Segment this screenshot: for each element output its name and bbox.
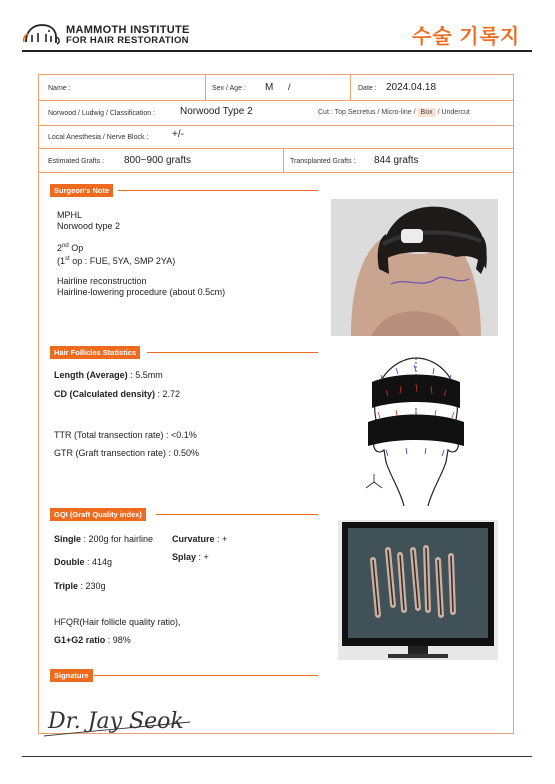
- cut-separator: /: [377, 109, 380, 116]
- col-divider: [283, 148, 284, 172]
- transplanted-grafts-label: Transplanted Grafts :: [290, 158, 356, 165]
- cut-options: [318, 109, 470, 116]
- stat-ttr: TTR (Total transection rate) : <0.1%: [54, 430, 197, 440]
- age-separator: /: [288, 82, 291, 92]
- stat-cd: CD (Calculated density) : 2.72: [54, 389, 181, 399]
- gqi-single: Single : 200g for hairline: [54, 534, 154, 544]
- footer-divider: [22, 756, 532, 757]
- section-label-follicle-stats: Hair Follicles Statistics: [50, 346, 140, 359]
- cut-option-box-selected: Box: [418, 108, 436, 117]
- note-line-op-count: 2nd Op: [57, 243, 84, 253]
- date-value: 2024.04.18: [386, 82, 437, 93]
- estimated-grafts-label: Estimated Grafts :: [48, 158, 105, 165]
- patient-hairline-photo: [331, 199, 498, 336]
- cut-option-top-secretus: Top Secretus: [334, 109, 376, 116]
- mammoth-logo-icon: [22, 22, 62, 46]
- doctor-signature: [40, 698, 200, 742]
- name-label: Name :: [48, 85, 71, 92]
- header-divider: [22, 50, 532, 52]
- note-line: Hairline reconstruction: [57, 276, 147, 286]
- transplanted-grafts-value: 844 grafts: [374, 155, 419, 166]
- graft-microscope-monitor-photo: [338, 520, 498, 660]
- cut-option-undercut: Undercut: [441, 109, 470, 116]
- svg-text:Dr. Jay Seok: Dr. Jay Seok: [48, 709, 184, 734]
- row-divider: [38, 125, 514, 126]
- cut-separator: /: [413, 109, 416, 116]
- classification-value: Norwood Type 2: [180, 106, 253, 117]
- gqi-double: Double : 414g: [54, 557, 113, 567]
- col-divider: [205, 74, 206, 100]
- row-divider: [38, 172, 514, 173]
- note-line: Norwood type 2: [57, 221, 121, 231]
- date-label: Date :: [358, 85, 377, 92]
- gqi-ratio: G1+G2 ratio : 98%: [54, 635, 131, 645]
- gqi-splay: Splay : +: [172, 552, 209, 562]
- cut-option-micro-line: Micro-line: [381, 109, 412, 116]
- gqi-triple: Triple : 230g: [54, 581, 106, 591]
- section-underline: [147, 352, 318, 353]
- section-label-gqi: GQI (Graft Quality index): [50, 508, 146, 521]
- row-divider: [38, 148, 514, 149]
- sex-age-label: Sex / Age :: [212, 85, 246, 92]
- row-divider: [38, 100, 514, 101]
- estimated-grafts-value: 800~900 grafts: [124, 155, 191, 166]
- org-name-line2: FOR HAIR RESTORATION: [66, 35, 189, 46]
- note-line: MPHL: [57, 210, 83, 220]
- org-name-line1: MAMMOTH INSTITUTE: [66, 24, 190, 36]
- gqi-curvature: Curvature : +: [172, 534, 228, 544]
- section-underline: [118, 190, 318, 191]
- cut-separator: /: [437, 109, 440, 116]
- document-title: 수술 기록지: [412, 26, 521, 48]
- donor-area-head-diagram: [356, 350, 476, 506]
- col-divider: [350, 74, 351, 100]
- note-line: Hairline-lowering procedure (about 0.5cm): [57, 287, 226, 297]
- gqi-hfqr-label: HFQR(Hair follicle quality ratio),: [54, 617, 181, 627]
- sex-value: M: [265, 82, 274, 93]
- cut-label: Cut :: [318, 109, 333, 116]
- section-label-signature: Signature: [50, 669, 93, 682]
- classification-label: Norwood / Ludwig / Classification :: [48, 110, 155, 117]
- note-line-first-op: (1st op : FUE, 5YA, SMP 2YA): [57, 256, 176, 266]
- section-underline: [94, 675, 318, 676]
- stat-length: Length (Average) : 5.5mm: [54, 370, 163, 380]
- stat-gtr: GTR (Graft transection rate) : 0.50%: [54, 448, 200, 458]
- surgeons-note-text: [57, 210, 225, 298]
- anesthesia-label: Local Anesthesia / Nerve Block :: [48, 134, 149, 141]
- section-underline: [156, 514, 318, 515]
- anesthesia-value: +/-: [172, 129, 184, 140]
- section-label-surgeons-note: Surgeon's Note: [50, 184, 113, 197]
